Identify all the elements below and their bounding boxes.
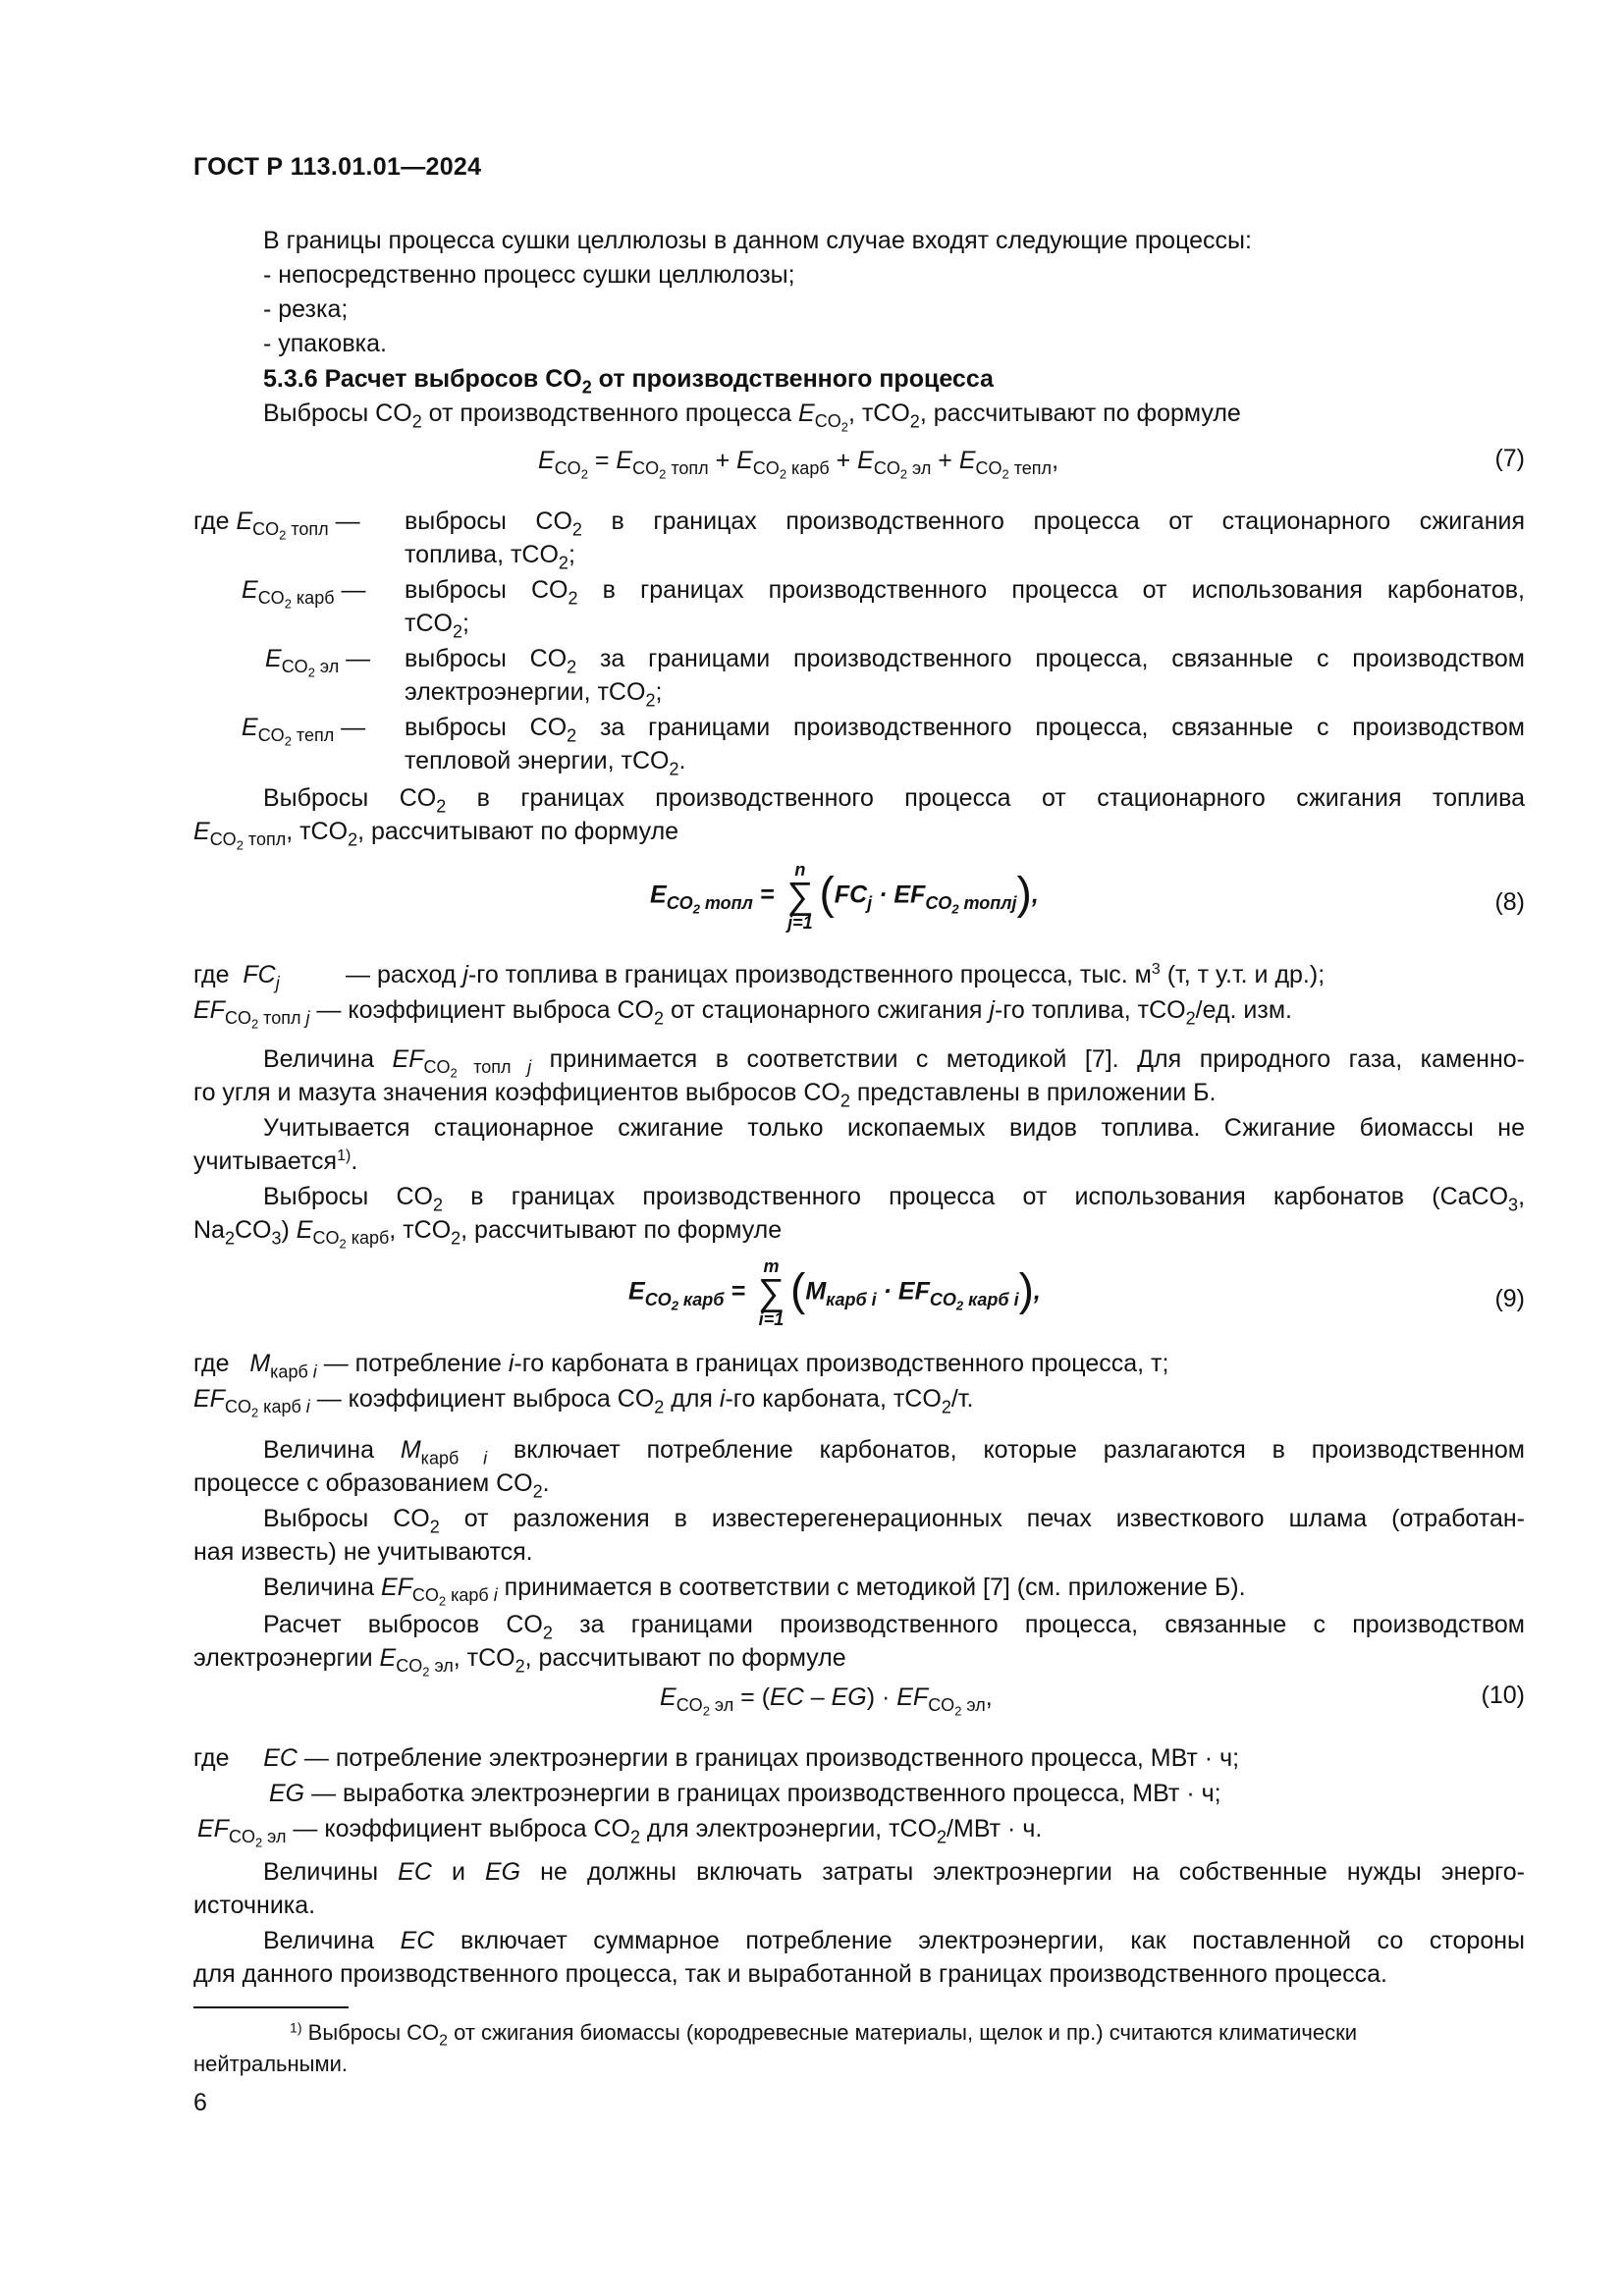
paragraph: Выбросы $CO_2$ от разложения в известерегенерационных печах известкового шлама (отработан-	[263, 1505, 1525, 1537]
paragraph: Выбросы $CO_2$ в границах производственного процесса от использования карбонатов (CaCO$_3$,	[263, 1183, 1526, 1215]
section-number: 5.3.6	[263, 365, 318, 393]
paragraph: Выбросы $CO_2$ в границах производственного процесса от стационарного сжигания топлива	[263, 784, 1525, 817]
definition-text: топлива, тCO$_2$;	[405, 541, 575, 573]
definition-text: выбросы $CO_2$ за границами производственного процесса, связанные с производством	[405, 645, 1525, 677]
paragraph: Величина EC включает суммарное потребление электроэнергии, как поставленной со стороны	[263, 1927, 1525, 1954]
definition-text: выбросы $CO_2$ в границах производственного процесса от стационарного сжигания	[405, 507, 1525, 540]
footnote-continuation: нейтральными.	[193, 2052, 349, 2076]
paragraph: процессе с образованием $CO_2$.	[193, 1469, 550, 1502]
definition-term: $E_{CO_2 эл}$ —	[265, 645, 371, 680]
definition-text: выбросы $CO_2$ за границами производственного процесса, связанные с производством	[405, 714, 1525, 746]
paragraph: $Na_2CO_3$) $E_{CO_2 карб}$, тCO$_2$, рассчитывают по формуле	[193, 1216, 783, 1252]
formula-number: (9)	[1494, 1285, 1525, 1312]
list-item: - непосредственно процесс сушки целлюлозы;	[263, 261, 795, 289]
section-heading: 5.3.6 Расчет выбросов $CO_2$ от производственного процесса	[263, 365, 994, 398]
definition-text: $EF_{CO_2 карб i}$ — коэффициент выброса $CO_2$ для i-го карбоната, тCO$_2$/т.	[193, 1385, 974, 1420]
document-code-header: ГОСТ Р 113.01.01—2024	[193, 153, 482, 181]
page-number: 6	[193, 2089, 207, 2116]
intro-paragraph: В границы процесса сушки целлюлозы в данном случае входят следующие процессы:	[263, 227, 1252, 254]
list-item: - упаковка.	[263, 330, 387, 357]
paragraph: $E_{CO_2 топл}$, тCO$_2$, рассчитывают по формуле	[193, 818, 679, 853]
paragraph: Расчет выбросов $CO_2$ за границами производственного процесса, связанные с производством	[263, 1611, 1525, 1643]
definition-text: выбросы $CO_2$ в границах производственного процесса от использования карбонатов,	[405, 576, 1526, 609]
paragraph: источника.	[193, 1892, 316, 1919]
paragraph: Величина $EF_{CO_2 карб i}$ принимается в соответствии с методикой [7] (см. приложение Б).	[263, 1574, 1246, 1609]
definition-text: тCO$_2$;	[405, 610, 469, 642]
formula-number: (10)	[1481, 1682, 1525, 1709]
paragraph: Учитывается стационарное сжигание только ископаемых видов топлива. Сжигание биомассы не	[263, 1114, 1525, 1142]
formula-8: $E_{CO_2 топл} = n$ ∑ $j=1(FC_j \cdot EF_{CO_2 топлj})$,	[650, 860, 1039, 933]
definition-text: $EF_{CO_2 топл j}$ — коэффициент выброса $CO_2$ от стационарного сжигания j-го топлива, тCO$_2$/ед. изм.	[193, 996, 1292, 1032]
formula-10: $E_{CO_2 эл} = (EC - EG) \cdot EF_{CO_2 эл}$,	[660, 1683, 993, 1719]
definition-text: EG — выработка электроэнергии в границах производственного процесса, МВт · ч;	[269, 1780, 1221, 1807]
formula-9: $E_{CO_2 карб} = m$ ∑ $i=1(M_{карб i} \cdot EF_{CO_2 карб i})$,	[628, 1256, 1041, 1329]
paragraph: го угля и мазута значения коэффициентов выбросов $CO_2$ представлены в приложении Б.	[193, 1079, 1217, 1111]
definition-term: $E_{CO_2 карб}$ —	[242, 576, 366, 612]
paragraph: Величины EC и EG не должны включать затраты электроэнергии на собственные нужды энерго-	[263, 1858, 1525, 1886]
definition-term: где $E_{CO_2 топл}$ —	[193, 507, 360, 543]
formula-7: $E_{CO_2} = E_{CO_2 топл} + E_{CO_2 карб} + E_{CO_2 эл} + E_{CO_2 тепл}$,	[538, 447, 1059, 482]
paragraph: электроэнергии $E_{CO_2 эл}$, тCO$_2$, рассчитывают по формуле	[193, 1644, 846, 1680]
list-item: - резка;	[263, 295, 349, 323]
paragraph: Выбросы $CO_2$ от производственного процесса $E_{CO_2}$, тCO$_2$, рассчитывают по формуле	[263, 400, 1241, 435]
paragraph: Величина $M_{карб i}$ включает потребление карбонатов, которые разлагаются в производственном	[263, 1436, 1525, 1468]
definition-text: тепловой энергии, тCO$_2$.	[405, 747, 686, 779]
definition-text: где $M_{карб i}$ — потребление i-го карбоната в границах производственного процесса, т;	[193, 1350, 1169, 1382]
paragraph: для данного производственного процесса, так и выработанной в границах производственного процесса.	[193, 1960, 1388, 1988]
footnote-separator	[193, 2006, 349, 2008]
footnote: $^{1)}$ Выбросы $CO_2$ от сжигания биомассы (кородревесные материалы, щелок и пр.) считаются климатически	[290, 2019, 1358, 2050]
definition-text: электроэнергии, тCO$_2$;	[405, 678, 663, 711]
definition-term: $E_{CO_2 тепл}$ —	[242, 714, 366, 749]
formula-number: (8)	[1494, 888, 1525, 916]
definition-term: где $FC_j$	[193, 961, 280, 993]
definition-text: $EF_{CO_2 эл}$ — коэффициент выброса $CO_2$ для электроэнергии, тCO$_2$/МВт · ч.	[197, 1815, 1043, 1850]
paragraph: учитывается$^{1)}$.	[193, 1148, 358, 1175]
definition-text: — расход j-го топлива в границах производственного процесса, тыс. $м^3$ (т, т у.т. и др.);	[346, 961, 1326, 988]
definition-text: где EC — потребление электроэнергии в границах производственного процесса, МВт · ч;	[193, 1744, 1240, 1772]
formula-number: (7)	[1494, 445, 1525, 472]
paragraph: ная известь) не учитываются.	[193, 1538, 533, 1566]
paragraph: Величина $EF_{CO_2 топл j}$ принимается в соответствии с методикой [7]. Для природного газа, каменно-	[263, 1045, 1525, 1081]
